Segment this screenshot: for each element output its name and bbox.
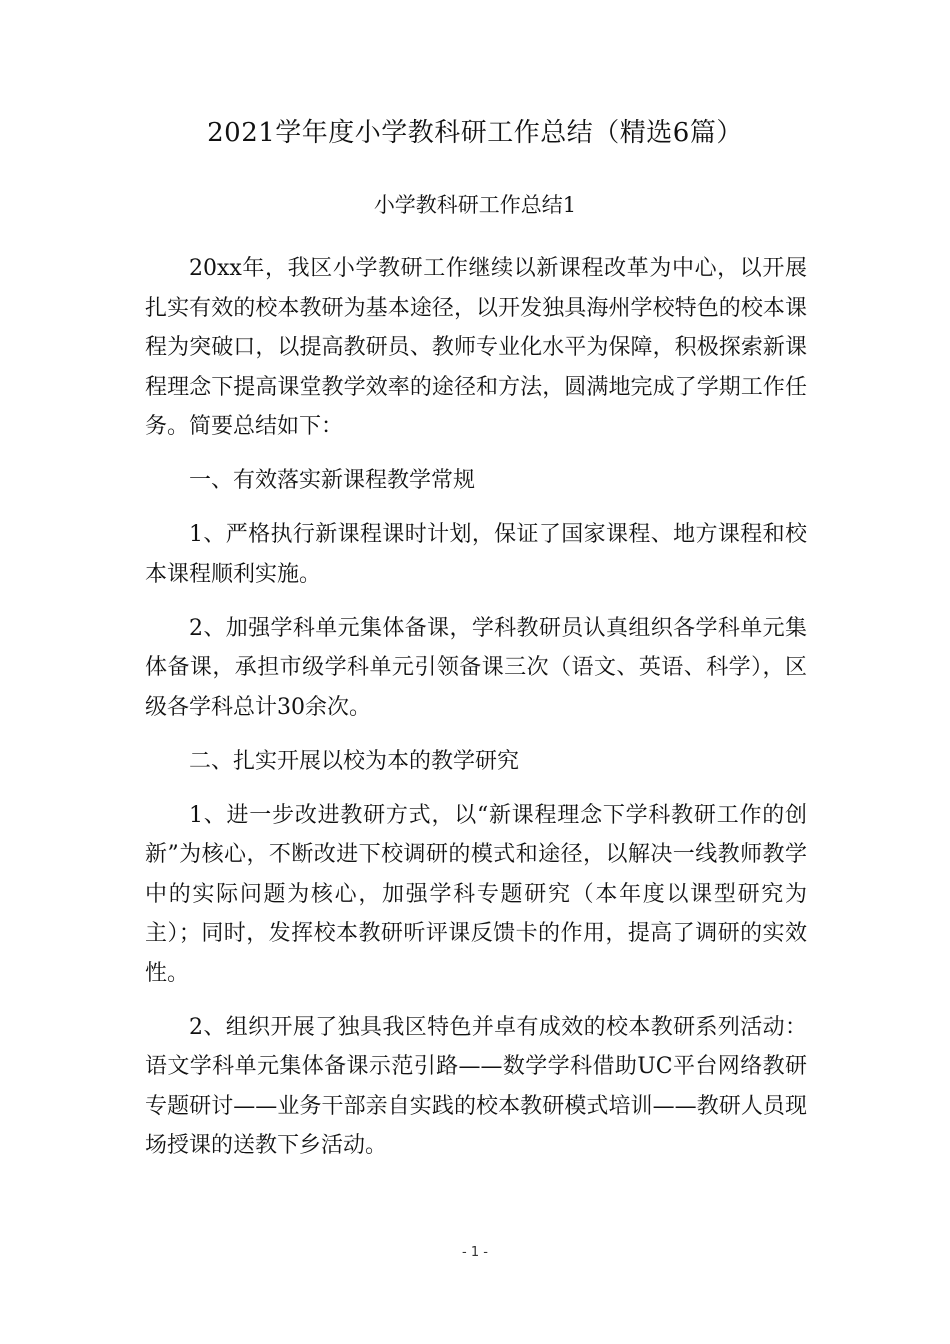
page-number: - 1 -: [462, 1245, 488, 1260]
paragraph-item: 1、严格执行新课程课时计划，保证了国家课程、地方课程和校本课程顺利实施。: [145, 522, 807, 587]
heading-section-1: 一、有效落实新课程教学常规: [189, 468, 476, 493]
document-title: 2021学年度小学教科研工作总结（精选6篇）: [207, 118, 743, 148]
paragraph-item: 2、组织开展了独具我区特色并卓有成效的校本教研系列活动：语文学科单元集体备课示范引路——数学学科借助UC平台网络教研专题研讨——业务干部亲自实践的校本教研模式培训——教研人员现场授课的送教下乡活动。: [145, 1014, 807, 1158]
heading-section-2: 二、扎实开展以校为本的教学研究: [189, 748, 520, 774]
document-body: [145, 249, 807, 1180]
section-subtitle: 小学教科研工作总结1: [373, 193, 577, 217]
paragraph-intro: 20xx年，我区小学教研工作继续以新课程改革为中心，以开展扎实有效的校本教研为基本途径，以开发独具海州学校特色的校本课程为突破口，以提高教研员、教师专业化水平为保障，积极探索新课程理念下提高课堂教学效率的途径和方法，圆满地完成了学期工作任务。简要总结如下：: [145, 256, 807, 439]
paragraph-item: 2、加强学科单元集体备课，学科教研员认真组织各学科单元集体备课，承担市级学科单元引领备课三次（语文、英语、科学），区级各学科总计30余次。: [145, 615, 807, 720]
paragraph-item: 1、进一步改进教研方式，以“新课程理念下学科教研工作的创新”为核心，不断改进下校调研的模式和途径，以解决一线教师教学中的实际问题为核心，加强学科专题研究（本年度以课型研究为主）；同时，发挥校本教研听评课反馈卡的作用，提高了调研的实效性。: [145, 802, 807, 986]
